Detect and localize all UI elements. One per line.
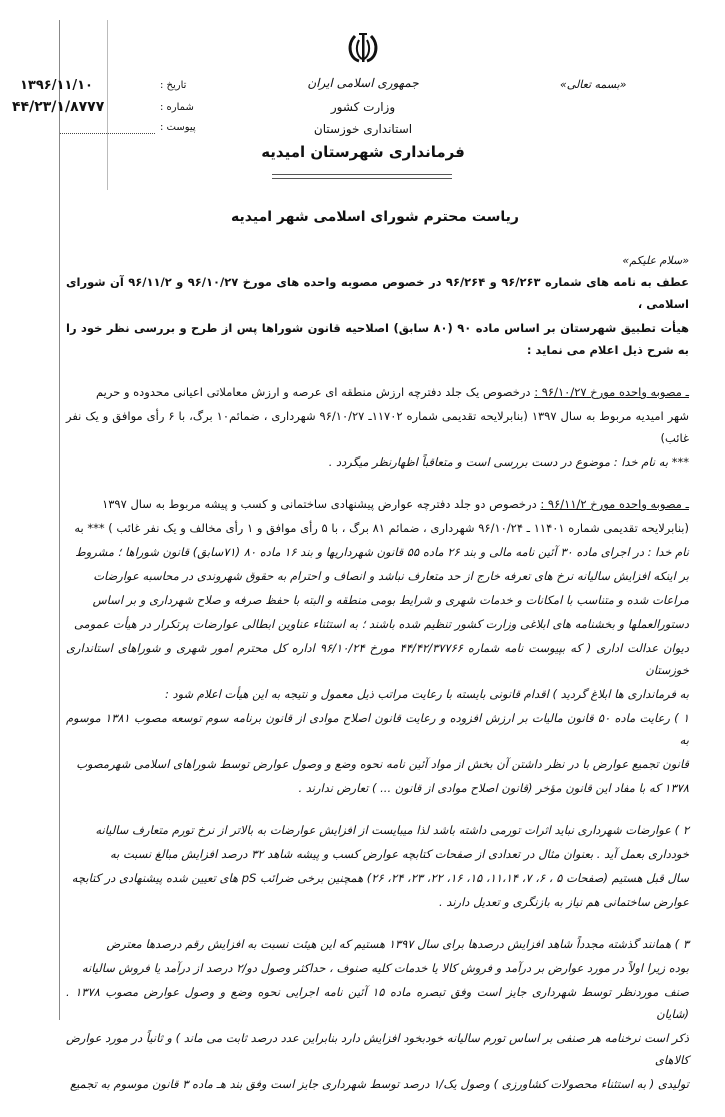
item2-line: عوارض ساختمانی هم نیاز به بازنگری و تعدیل دارند . bbox=[439, 895, 689, 909]
country-name: جمهوری اسلامی ایران bbox=[307, 76, 419, 90]
greeting: «سلام علیکم» bbox=[622, 254, 689, 267]
number-label: شماره : bbox=[160, 102, 194, 113]
item2-line: سال قبل هستیم (صفحات ۵ ، ۶، ۷، ۱۱،۱۴، ۱۵، ۱۶، ۲۲، ۲۳، ۲۴، ۲۶) همچنین برخی ضرائب pS های تعیین شده پیشنهادی در کتابچه bbox=[71, 871, 689, 885]
spacer bbox=[66, 915, 689, 933]
resolution2-line: دستورالعملها و بخشنامه های ابلاغی وزارت کشور تنظیم شده باشند ؛ به استثناء عناوین ابطالی عوارضات پرتکرار در هیأت عمومی bbox=[73, 617, 689, 631]
resolution2-line bbox=[66, 493, 689, 515]
resolution1-text: درخصوص یک جلد دفترچه ارزش منطقه ای عرصه و ارزش معاملاتی اعیانی محدوده و حریم bbox=[95, 385, 531, 399]
item3-line: ۳ ) همانند گذشته مجدداً شاهد افزایش درصدها برای سال ۱۳۹۷ هستیم که این هیئت نسبت به افزایش رقم درصدها معترض bbox=[106, 937, 689, 951]
spacer bbox=[66, 475, 689, 493]
office-name: فرمانداری شهرستان امیدیه bbox=[261, 143, 465, 161]
resolution1-line bbox=[66, 381, 689, 403]
resolution2-line: نام خدا : در اجرای ماده ۳۰ آئین نامه مالی و بند ۲۶ ماده ۵۵ قانون شهرداریها و بند ۱۶ ماده ۸۰ (۷۱سابق) قانون شوراها ؛ مشروط bbox=[75, 545, 689, 559]
recipient: ریاست محترم شورای اسلامی شهر امیدیه bbox=[231, 209, 519, 225]
date-label: تاریخ : bbox=[160, 80, 187, 91]
intro-line: عطف به نامه های شماره ۹۶/۲۶۳ و ۹۶/۲۶۴ در خصوص مصوبه واحده های مورخ ۹۶/۱۰/۲۷ و ۹۶/۱۱/۲ آن شورای اسلامی ، bbox=[66, 275, 690, 311]
attachment-label: پیوست : bbox=[160, 122, 196, 133]
item2-line: ۲ ) عوارضات شهرداری نباید اثرات تورمی داشته باشد لذا میبایست از افزایش عوارضات به بالاتر از نرخ تورم متعارف سالیانه bbox=[95, 823, 689, 837]
opinion-text: به نام خدا : موضوع در دست بررسی است و متعاقباً اظهارنظر میگردد . bbox=[328, 455, 669, 469]
date-value: ۱۳۹۶/۱۱/۱۰ bbox=[20, 78, 93, 93]
resolution2-line: مراعات شده و متناسب با امکانات و خدمات شهری و شرایط بومی منطقه و البته با حفظ صرفه و صلاح شهرداری و بر اساس bbox=[92, 593, 689, 607]
spacer bbox=[66, 801, 689, 819]
resolution2-line: به فرمانداری ها ابلاغ گردید ) اقدام قانونی بایسته با رعایت مراتب ذیل معمول و نتیجه به این هیأت اعلام شود : bbox=[164, 687, 689, 701]
intro-line: هیأت تطبیق شهرستان بر اساس ماده ۹۰ (۸۰ سابق) اصلاحیه قانون شوراها پس از طرح و بررسی نظر خود را به شرح ذیل اعلام می نماید : bbox=[66, 321, 689, 357]
spacer bbox=[66, 363, 689, 381]
item3-line: صنف موردنظر توسط شهرداری جایز است وفق تبصره ماده ۱۵ آئین نامه اجرایی نحوه وضع و وصول عوارض مصوب ۱۳۷۸ . (شایان bbox=[66, 985, 690, 1021]
resolution2-heading: ـ مصوبه واحده مورخ ۹۶/۱۱/۲ : bbox=[540, 497, 689, 511]
resolution1-line: شهر امیدیه مربوط به سال ۱۳۹۷ (بنابرلایحه تقدیمی شماره ۱۱۷۰۲ـ ۹۶/۱۰/۲۷ شهرداری ، ضمائم۱۰ برگ، با ۶ رأی موافق و یک نفر غائب) bbox=[66, 409, 689, 445]
province-name: استانداری خوزستان bbox=[313, 122, 413, 136]
resolution2-text: درخصوص دو جلد دفترچه عوارض پیشنهادی ساختمانی و کسب و پیشه مربوط به سال ۱۳۹۷ bbox=[102, 497, 537, 511]
item1-line: ۱ ) رعایت ماده ۵۰ قانون مالیات بر ارزش افزوده و رعایت قانون اصلاح موادی از قانون برنامه سوم توسعه مصوب ۱۳۸۱ موسوم به bbox=[66, 711, 690, 747]
resolution2-line: دیوان عدالت اداری ( که بپیوست نامه شماره ۴۴/۴۲/۳۷۷۶۶ مورخ ۹۶/۱۰/۲۴ اداره کل محترم امور شهری و شوراهای استانداری خوزستان bbox=[66, 641, 690, 677]
resolution2-line: بر اینکه افزایش سالیانه نرخ های تعرفه خارج از حد متعارف نباشد و انصاف و احترام به حقوق شهروندی در محاسبه عوارضات bbox=[93, 569, 689, 583]
resolution1-opinion bbox=[66, 451, 689, 473]
item1-line: قانون تجمیع عوارض با در نظر داشتن آن بخش از مواد آئین نامه نحوه وضع و وصول عوارض توسط شوراهای اسلامی شهرمصوب bbox=[76, 757, 689, 771]
item1-line: ۱۳۷۸ که با مفاد این قانون مؤخر (قانون اصلاح موادی از قانون ... ) تعارض ندارند . bbox=[298, 781, 689, 795]
ministry-name: وزارت کشور bbox=[330, 100, 396, 114]
markers: *** bbox=[668, 455, 689, 469]
item3-line: تولیدی ( به استثناء محصولات کشاورزی ) وصول یک/۱ درصد توسط شهرداری جایز است وفق بند هـ ماده ۳ قانون موسوم به تجمیع bbox=[69, 1077, 689, 1091]
resolution1-heading: ـ مصوبه واحده مورخ ۹۶/۱۰/۲۷ : bbox=[534, 385, 689, 399]
number-value: ۴۴/۲۳/۱/۸۷۷۷ bbox=[12, 99, 105, 115]
item3-line: بوده زیرا اولاً در مورد عوارض بر درآمد و فروش کالا یا خدمات کلیه صنوف ، حداکثر وصول دو/۲ درصد از درآمد یا فروش سالیانه bbox=[81, 961, 689, 975]
resolution2-line: (بنابرلایحه تقدیمی شماره ۱۱۴۰۱ ـ ۹۶/۱۰/۲۴ شهرداری ، ضمائم ۸۱ برگ ، با ۵ رأی موافق و ۱ رأی مخالف و یک نفر غائب ) *** به bbox=[74, 521, 689, 535]
item3-line: ذکر است نرخنامه هر صنفی بر اساس تورم سالیانه خودبخود افزایش دارد بنابراین عدد درصد ثابت می ماند ) و ثانیاً در مورد عوارض کالاهای bbox=[66, 1031, 689, 1067]
item2-line: خودداری بعمل آید . بعنوان مثال در تعدادی از صفحات کتابچه عوارض کسب و پیشه شاهد ۳۲ درصد افزایش مبالغ نسبت به bbox=[109, 847, 689, 861]
basmala: «بسمه تعالی» bbox=[560, 78, 627, 91]
